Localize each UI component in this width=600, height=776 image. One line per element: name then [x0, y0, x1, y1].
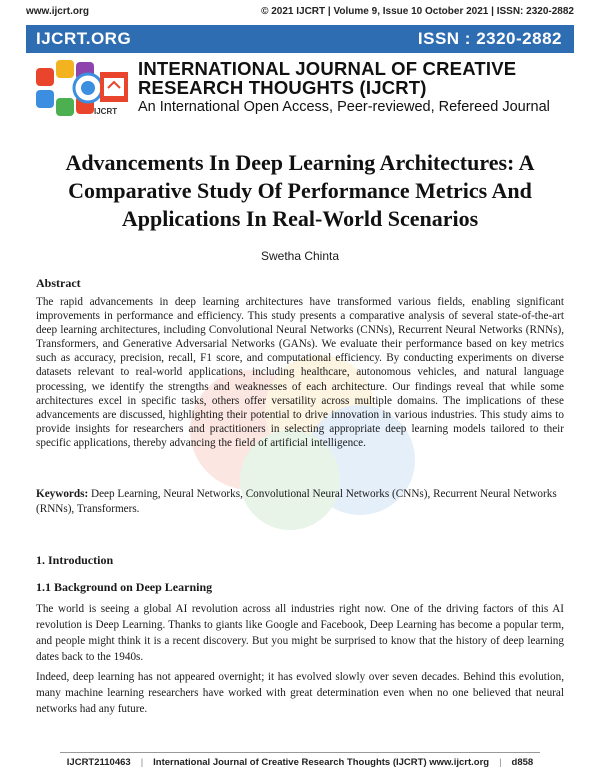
journal-title	[138, 59, 516, 97]
paper-author: Swetha Chinta	[260, 249, 340, 263]
footer-page-number: d858	[511, 756, 534, 768]
keywords-label: Keywords:	[36, 488, 89, 500]
logo-text: IJCRT	[94, 107, 118, 116]
ijcrt-logo	[34, 58, 130, 118]
running-header	[26, 3, 574, 19]
citation-line: © 2021 IJCRT | Volume 9, Issue 10 October 2021 | ISSN: 2320-2882	[261, 5, 574, 17]
abstract-heading: Abstract	[36, 276, 81, 290]
banner-issn: ISSN : 2320-2882	[417, 29, 562, 48]
intro-paragraph-2: Indeed, deep learning has not appeared overnight; it has evolved slowly over seven decades. Behind this evolution, many machine learning researchers have worked with great determination even when no one believed that neural networks had any future.	[36, 671, 564, 716]
keywords	[36, 487, 564, 516]
keywords-text: Deep Learning, Neural Networks, Convolutional Neural Networks (CNNs), Recurrent Neural Networks (RNNs), Transformers.	[36, 488, 557, 515]
section-heading-introduction: 1. Introduction	[36, 553, 114, 567]
subsection-heading-background: 1.1 Background on Deep Learning	[36, 580, 213, 594]
footer-paper-id: IJCRT2110463	[66, 756, 131, 768]
footer-journal: International Journal of Creative Research Thoughts (IJCRT) www.ijcrt.org	[153, 756, 490, 768]
site-url[interactable]: www.ijcrt.org	[26, 5, 89, 17]
banner-site: IJCRT.ORG	[36, 29, 132, 48]
page-footer	[60, 752, 540, 771]
journal-banner	[26, 25, 574, 53]
footer-separator: |	[140, 756, 144, 768]
intro-paragraph-1: The world is seeing a global AI revolution across all industries right now. One of the driving factors of this AI revolution is Deep Learning. Thanks to giants like Google and Facebook, Deep Learning has become a popular term, and people might think it is a recent discovery. But you might be surprised to know that the history of deep learning dates back to the 1940s.	[36, 603, 564, 664]
footer-separator: |	[499, 756, 502, 768]
journal-title-line-1: INTERNATIONAL JOURNAL OF CREATIVE	[138, 58, 517, 79]
abstract-text: The rapid advancements in deep learning architectures have transformed various fields, enabling significant improvements in performance and efficiency. This study presents a comparative analysis of several state-of-the-art deep learning architectures, including Convolutional Neural Networks (CNNs), Recurrent Neural Networks (RNNs), Transformers, and Generative Adversarial Networks (GANs). We evaluate their performance based on key metrics such as accuracy, precision, recall, F1 score, and computational efficiency. By conducting experiments on diverse datasets relevant to real-world applications, including healthcare, autonomous vehicles, and natural language processing, we identify the strengths and weaknesses of each architecture. Our findings reveal that while some architectures excel in specific tasks, others offer versatility across multiple domains. The implications of these advancements are discussed, highlighting their potential to drive innovation in various industries. This study aims to provide insights for researchers and practitioners in selecting appropriate deep learning models tailored to their specific applications, thereby advancing the field of artificial intelligence.	[36, 296, 564, 449]
journal-title-line-2: RESEARCH THOUGHTS (IJCRT)	[138, 77, 427, 98]
paper-title: Advancements In Deep Learning Architectures: A Comparative Study Of Performance Metrics And Applications In Real-World Scenarios	[65, 150, 535, 231]
journal-subtitle: An International Open Access, Peer-reviewed, Refereed Journal	[138, 99, 550, 115]
